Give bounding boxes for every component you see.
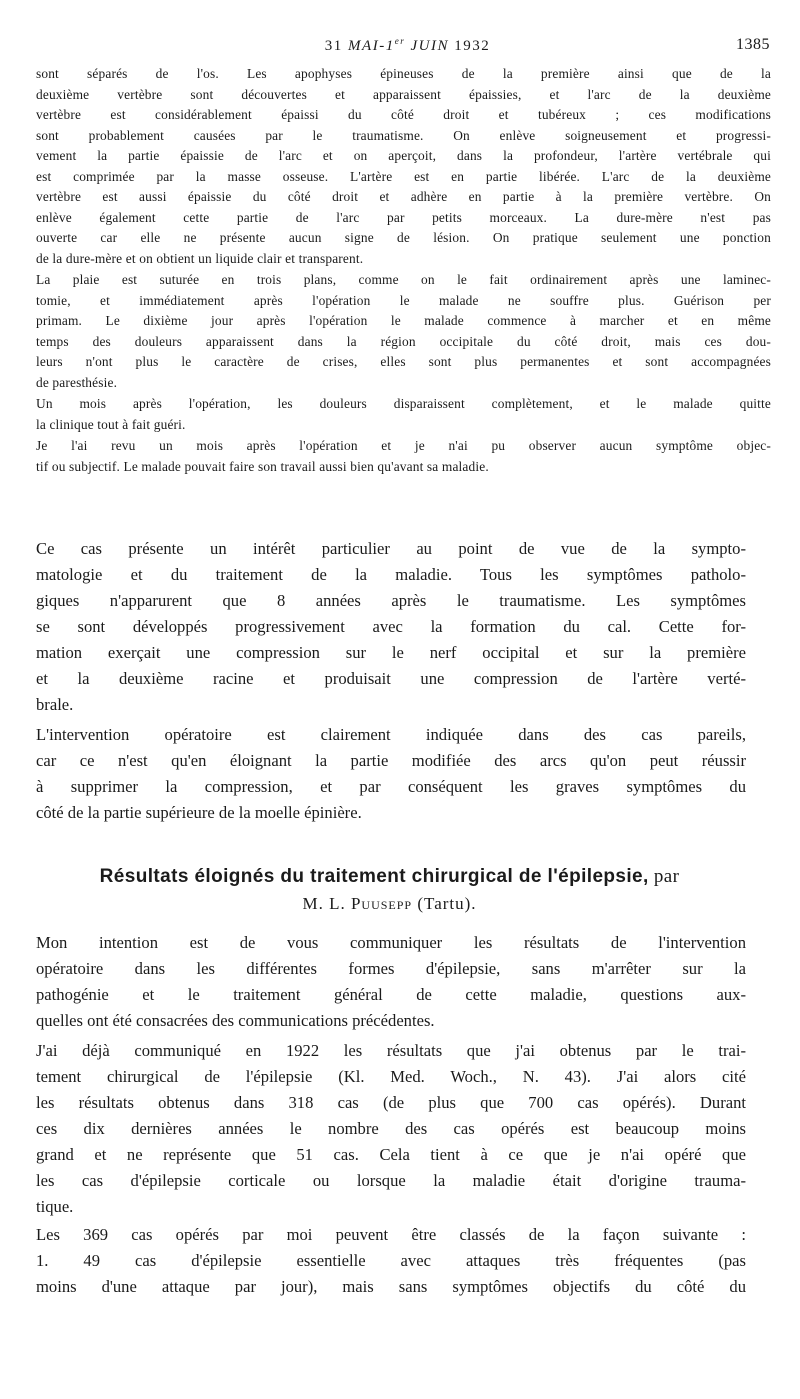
article-paragraph-2: J'ai déjà communiqué en 1922 les résultats que j'ai obtenus par le trai- tement chirurgical de l'épilepsie (Kl. Med. Woch., N. 43). J'ai alors cité les résultats obtenus dans 318 cas (de plus que 700 cas opérés). Durant ces dix dernières années le nombre des cas opérés est beaucoup moins grand et ne représente que 51 cas. Cela tient à ce que je n'ai opéré que les cas d'épilepsie corticale ou lorsque la maladie était d'origine trauma- tique. bbox=[36, 1041, 746, 1216]
discussion-paragraph-2: L'intervention opératoire est clairement indiquée dans des cas pareils, car ce n'est qu'en éloignant la partie modifiée des arcs qu'on peut réussir à supprimer la compression, et par conséquent les graves symptômes du côté de la partie supérieure de la moelle épinière. bbox=[36, 725, 746, 822]
article-title-block bbox=[32, 862, 747, 916]
running-header bbox=[45, 36, 770, 58]
case-report-paragraph-3: Un mois après l'opération, les douleurs disparaissent complètement, et le malade quitte la clinique tout à fait guéri. bbox=[36, 396, 771, 432]
article-paragraph-1: Mon intention est de vous communiquer les résultats de l'intervention opératoire dans les différentes formes d'épilepsie, sans m'arrêter sur la pathogénie et le traitement général de cette maladie, questions aux- quelles ont été consacrées des communications précédentes. bbox=[36, 933, 746, 1030]
page-number: 1385 bbox=[736, 36, 770, 53]
article-title: Résultats éloignés du traitement chirurgical de l'épilepsie, par bbox=[99, 866, 680, 887]
running-title: 31 MAI-1er JUIN 1932 bbox=[324, 36, 491, 54]
article-author: M. L. Puusepp (Tartu). bbox=[302, 894, 477, 913]
discussion-paragraph-1: Ce cas présente un intérêt particulier au point de vue de la sympto- matologie et du traitement de la maladie. Tous les symptômes patholo- giques n'apparurent que 8 années après le traumatisme. Les symptômes se sont développés progressivement avec la formation du cal. Cette for- mation exerçait une compression sur le nerf occipital et sur la première et la deuxième racine et produisait une compression de l'artère verté- brale. bbox=[36, 539, 746, 714]
case-report-paragraph-1: sont séparés de l'os. Les apophyses épineuses de la première ainsi que de la deuxième vertèbre sont découvertes et apparaissent épaissies, et l'arc de la deuxième vertèbre est considérablement épaissi du côté droit et tubéreux ; ces modifications sont probablement causées par le traumatisme. On enlève soigneusement et progressi- vement la partie épaissie de l'arc et on aperçoit, dans la profondeur, l'artère vertébrale qui est comprimée par la masse osseuse. L'artère est en partie libérée. L'arc de la deuxième vertèbre est aussi épaissie du côté droit et adhère en partie à la première vertèbre. On enlève également cette partie de l'arc par petits morceaux. La dure-mère n'est pas ouverte car elle ne présente aucun signe de lésion. On pratique seulement une ponction de la dure-mère et on obtient un liquide clair et transparent. bbox=[36, 66, 771, 266]
case-report-paragraph-2: La plaie est suturée en trois plans, comme on le fait ordinairement après une laminec- tomie, et immédiatement après l'opération le malade ne souffre plus. Guérison per primam. Le dixième jour après l'opération le malade commence à marcher et en même temps des douleurs apparaissent dans la région occipitale du côté droit, mais ces dou- leurs n'ont plus le caractère de crises, elles sont plus permanentes et sont accompagnées de paresthésie. bbox=[36, 272, 771, 390]
article-paragraph-3: Les 369 cas opérés par moi peuvent être classés de la façon suivante : 1. 49 cas d'épilepsie essentielle avec attaques très fréquentes (pas moins d'une attaque par jour), mais sans symptômes objectifs du côté du bbox=[36, 1225, 746, 1296]
case-report-paragraph-4: Je l'ai revu un mois après l'opération et je n'ai pu observer aucun symptôme objec- tif ou subjectif. Le malade pouvait faire son travail aussi bien qu'avant sa maladie. bbox=[36, 438, 771, 474]
